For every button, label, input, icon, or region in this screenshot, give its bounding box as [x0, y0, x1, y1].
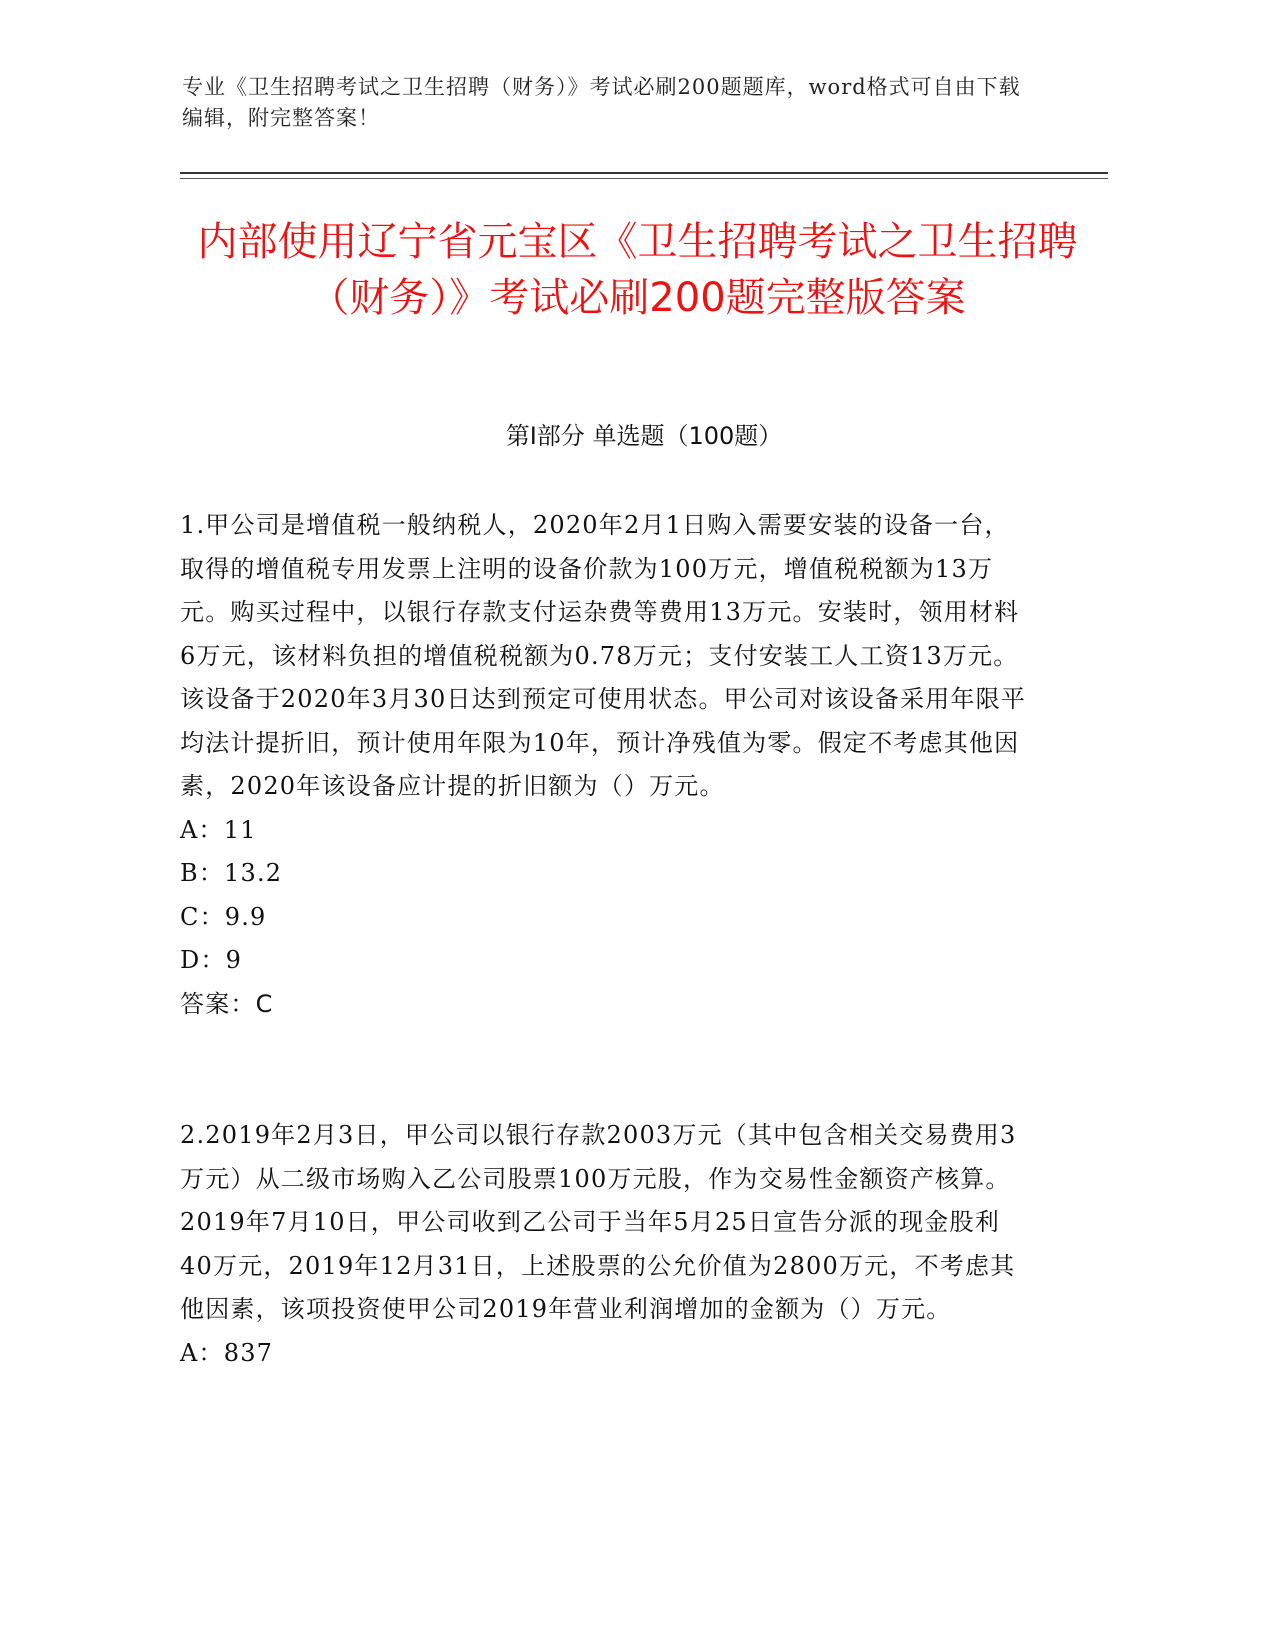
- option-b: B：13.2: [180, 859, 283, 887]
- question-2: [180, 1114, 1032, 1375]
- option-d: D：9: [180, 946, 243, 974]
- answer-line: 答案：C: [180, 989, 274, 1018]
- document-title: 内部使用辽宁省元宝区《卫生招聘考试之卫生招聘（财务）》考试必刷200题完整版答案: [197, 219, 1078, 321]
- section-heading: 第Ⅰ部分 单选题（100题）: [505, 422, 783, 450]
- header-note: 专业《卫生招聘考试之卫生招聘（财务）》考试必刷200题题库，word格式可自由下载编辑，附完整答案！: [182, 75, 1021, 130]
- question-stem: 2.2019年2月3日，甲公司以银行存款2003万元（其中包含相关交易费用3万元）从二级市场购入乙公司股票100万元股，作为交易性金额资产核算。2019年7月10日，甲公司收到乙公司于当年5月25日宣告分派的现金股利40万元，2019年12月31日，上述股票的公允价值为2800万元，不考虑其他因素，该项投资使甲公司2019年营业利润增加的金额为（）万元。: [180, 1121, 1017, 1323]
- option-a: A：837: [180, 1338, 274, 1367]
- header-divider-thin: [180, 178, 1108, 179]
- option-a: A：11: [180, 815, 257, 844]
- question-stem: 1.甲公司是增值税一般纳税人，2020年2月1日购入需要安装的设备一台，取得的增值税专用发票上注明的设备价款为100万元，增值税税额为13万元。购买过程中，以银行存款支付运杂费等费用13万元。安装时，领用材料6万元，该材料负担的增值税税额为0.78万元；支付安装工人工资13万元。该设备于2020年3月30日达到预定可使用状态。甲公司对该设备采用年限平均法计提折旧，预计使用年限为10年，预计净残值为零。假定不考虑其他因素，2020年该设备应计提的折旧额为（）万元。: [180, 511, 1027, 800]
- option-c: C：9.9: [180, 902, 267, 931]
- header-divider-thick: [180, 172, 1108, 174]
- question-1: [180, 504, 1032, 1026]
